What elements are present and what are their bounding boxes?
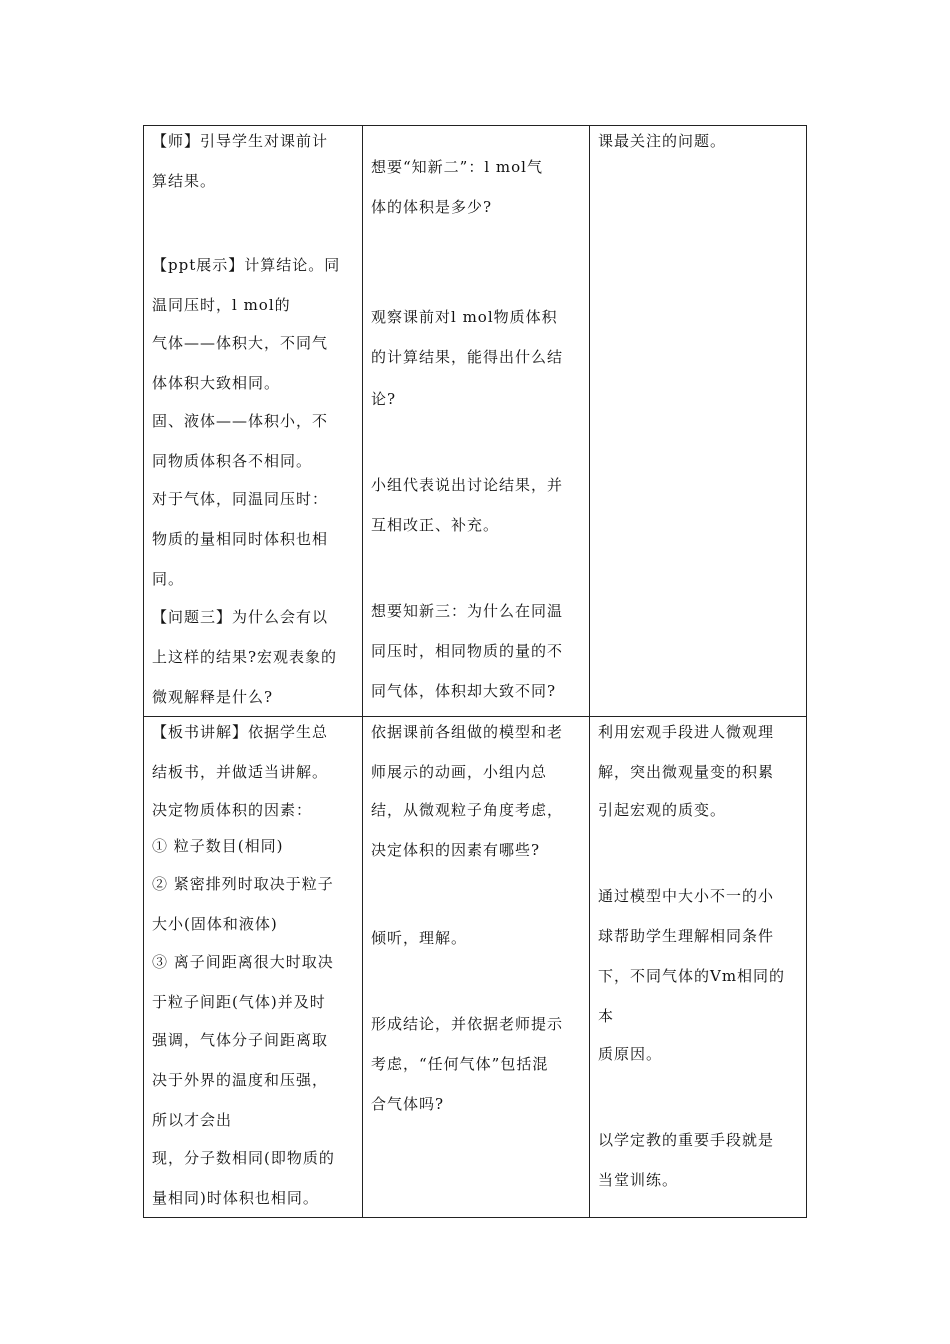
table-cell-student-activity <box>363 126 590 717</box>
text-line: 同压时，相同物质的量的不 <box>371 642 564 660</box>
text-line: 【ppt展示】计算结论。同 <box>152 256 341 274</box>
text-line: 同气体，体积却大致不同? <box>371 682 557 700</box>
text-line: 结，从微观粒子角度考虑， <box>371 801 564 819</box>
text-line: 对于气体，同温同压时： <box>152 490 329 508</box>
text-line: 考虑，“任何气体”包括混 <box>371 1055 549 1073</box>
text-line: 现，分子数相同(即物质的 <box>152 1149 335 1167</box>
table-row <box>144 717 807 1218</box>
text-line: 气体——体积大，不同气 <box>152 334 329 352</box>
text-line: 当堂训练。 <box>598 1171 679 1189</box>
text-line: 论? <box>371 390 397 408</box>
text-line: 依据课前各组做的模型和老 <box>371 723 564 741</box>
text-line: 固、液体——体积小，不 <box>152 412 329 430</box>
text-line: 课最关注的问题。 <box>598 132 727 150</box>
text-line: 想要“知新二”：l mol气 <box>371 158 543 176</box>
text-line: ③ 离子间距离很大时取决 <box>152 953 334 971</box>
text-line: 同。 <box>152 570 185 588</box>
table-cell-teacher-activity <box>144 717 363 1218</box>
table-cell-student-activity <box>363 717 590 1218</box>
text-line: ① 粒子数目(相同) <box>152 837 284 855</box>
text-line: 上这样的结果?宏观表象的 <box>152 648 338 666</box>
text-line: 【板书讲解】依据学生总 <box>152 723 329 741</box>
text-line: 大小(固体和液体) <box>152 915 278 933</box>
text-line: 利用宏观手段进人微观理 <box>598 723 775 741</box>
text-line: 以学定教的重要手段就是 <box>598 1131 775 1149</box>
text-line: 小组代表说出讨论结果，并 <box>371 476 564 494</box>
text-line: 决于外界的温度和压强， <box>152 1071 329 1089</box>
text-line: 强调，气体分子间距离取 <box>152 1031 329 1049</box>
text-line: 互相改正、补充。 <box>371 516 500 534</box>
lesson-plan-table <box>143 125 807 1218</box>
table-cell-design-intent <box>590 126 807 717</box>
text-line: 质原因。 <box>598 1045 663 1063</box>
table-row <box>144 126 807 717</box>
text-line: 解，突出微观量变的积累 <box>598 763 775 781</box>
text-line: 的计算结果，能得出什么结 <box>371 348 564 366</box>
text-line: 结板书，并做适当讲解。 <box>152 763 329 781</box>
text-line: 引起宏观的质变。 <box>598 801 727 819</box>
text-line: 【师】引导学生对课前计 <box>152 132 329 150</box>
text-line: 本 <box>598 1007 615 1025</box>
text-line: 物质的量相同时体积也相 <box>152 530 329 548</box>
text-line: ② 紧密排列时取决于粒子 <box>152 875 334 893</box>
text-line: 通过模型中大小不一的小 <box>598 887 775 905</box>
text-line: 算结果。 <box>152 172 217 190</box>
text-line: 于粒子间距(气体)并及时 <box>152 993 326 1011</box>
text-line: 倾听，理解。 <box>371 929 468 947</box>
text-line: 温同压时，l mol的 <box>152 296 291 314</box>
text-line: 微观解释是什么? <box>152 688 274 706</box>
text-line: 决定体积的因素有哪些? <box>371 841 541 859</box>
text-line: 合气体吗? <box>371 1095 445 1113</box>
text-line: 量相同)时体积也相同。 <box>152 1189 319 1207</box>
text-line: 下，不同气体的Vm相同的 <box>598 967 786 985</box>
text-line: 所以才会出 <box>152 1111 233 1129</box>
text-line: 体体积大致相同。 <box>152 374 281 392</box>
text-line: 想要知新三：为什么在同温 <box>371 602 564 620</box>
table-cell-design-intent <box>590 717 807 1218</box>
text-line: 形成结论，并依据老师提示 <box>371 1015 564 1033</box>
text-line: 【问题三】为什么会有以 <box>152 608 329 626</box>
table-cell-teacher-activity <box>144 126 363 717</box>
text-line: 体的体积是多少? <box>371 198 493 216</box>
text-line: 观察课前对l mol物质体积 <box>371 308 558 326</box>
text-line: 球帮助学生理解相同条件 <box>598 927 775 945</box>
text-line: 同物质体积各不相同。 <box>152 452 313 470</box>
text-line: 决定物质体积的因素： <box>152 801 313 819</box>
text-line: 师展示的动画，小组内总 <box>371 763 548 781</box>
